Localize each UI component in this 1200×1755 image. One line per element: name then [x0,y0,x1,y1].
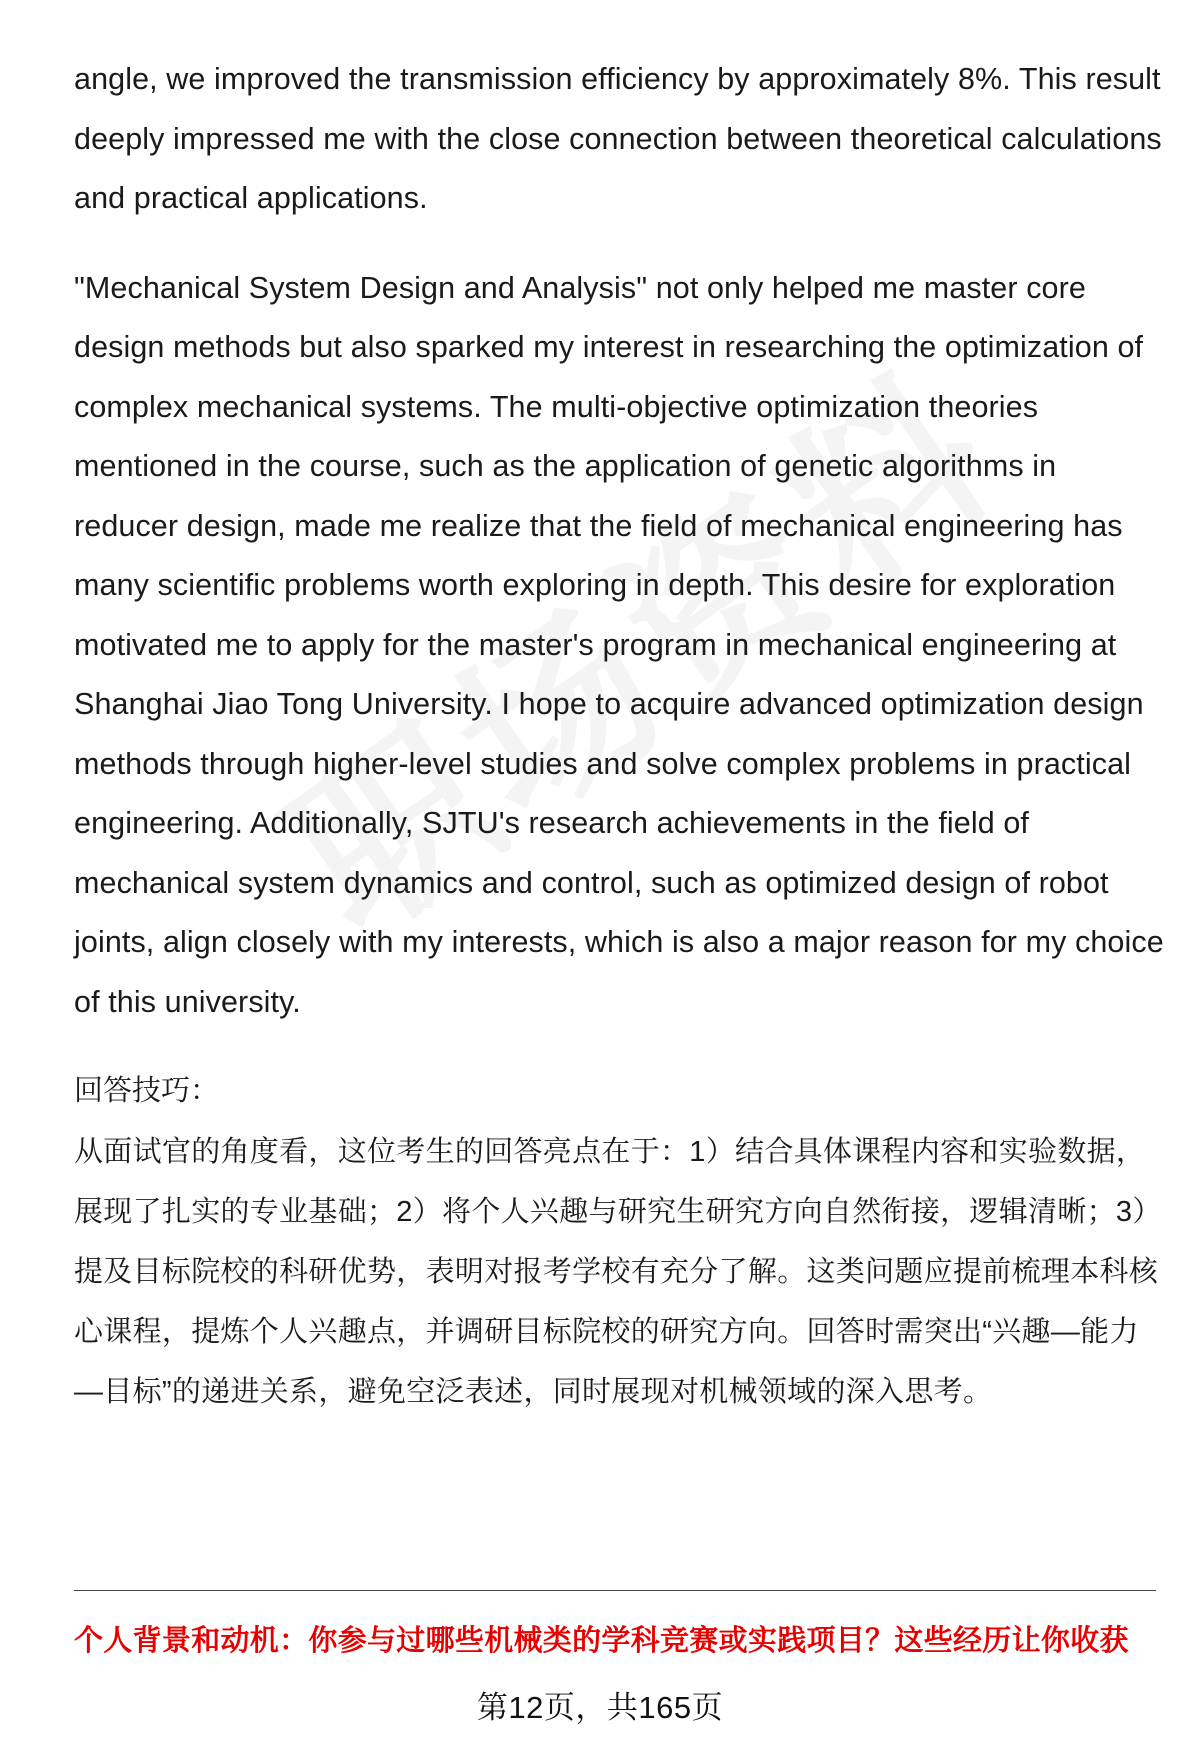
page-number: 第12页，共165页 [476,1690,724,1725]
section-divider [74,1590,1156,1591]
page-content [74,50,1164,1422]
next-question-heading: 个人背景和动机：你参与过哪些机械类的学科竞赛或实践项目？这些经历让你收获 [74,1625,1129,1657]
body-paragraph-2: "Mechanical System Design and Analysis" not only helped me master core design methods but also sparked my interest in researching the optimization of complex mechanical systems. The multi-objective optimization theories mentioned in the course, such as the application of genetic algorithms in reducer design, made me realize that the field of mechanical engineering has many scientific problems worth exploring in depth. This desire for exploration motivated me to apply for the master's program in mechanical engineering at Shanghai Jiao Tong University. I hope to acquire advanced optimization design methods through higher-level studies and solve complex problems in practical engineering. Additionally, SJTU's research achievements in the field of mechanical system dynamics and control, such as optimized design of robot joints, align closely with my interests, which is also a major reason for my choice of this university. [74,270,1164,1019]
body-paragraph-1: angle, we improved the transmission efficiency by approximately 8%. This result deeply impressed me with the close connection between theoretical calculations and practical applications. [74,62,1162,215]
tips-body: 从面试官的角度看，这位考生的回答亮点在于：1）结合具体课程内容和实验数据，展现了扎实的专业基础；2）将个人兴趣与研究生研究方向自然衔接，逻辑清晰；3）提及目标院校的科研优势，表明对报考学校有充分了解。这类问题应提前梳理本科核心课程，提炼个人兴趣点，并调研目标院校的研究方向。回答时需突出“兴趣—能力—目标”的递进关系，避免空泛表述，同时展现对机械领域的深入思考。 [74,1135,1162,1408]
tips-heading: 回答技巧： [74,1075,220,1107]
